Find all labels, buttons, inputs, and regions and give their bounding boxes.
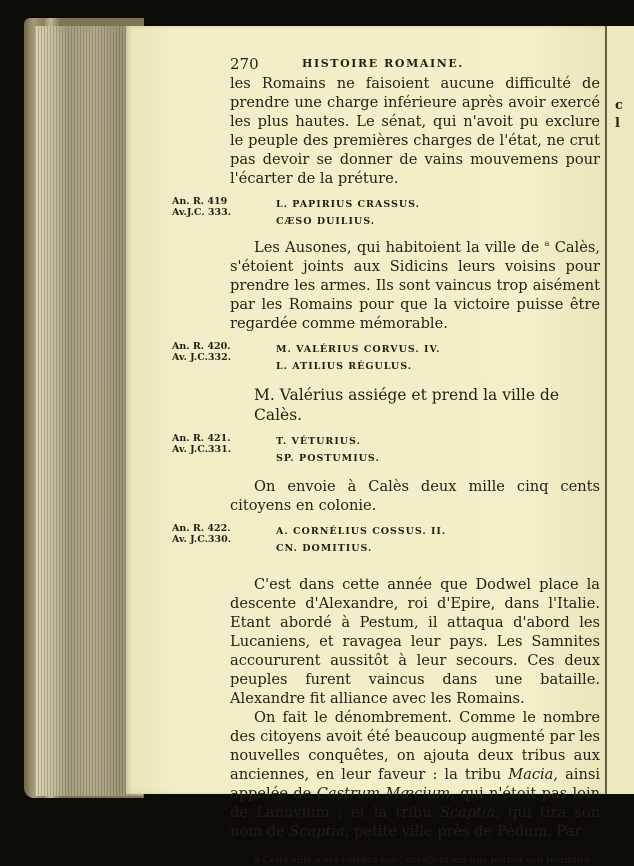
page-content xyxy=(172,52,601,866)
paragraph xyxy=(230,708,600,841)
consul-name: M. VALÉRIUS CORVUS. IV. xyxy=(276,343,441,355)
year-entry xyxy=(172,432,600,471)
text-run: On fait le dénombrement. Comme le nombre des citoyens avoit été beaucoup augmenté par les nouvelles conquêtes, on ajouta deux tribus aux anciennes, en leur faveur : la tribu xyxy=(230,708,601,783)
year-rome: An. R. 421. xyxy=(172,432,231,444)
consul-name: L. PAPIRIUS CRASSUS. xyxy=(276,199,420,210)
consul-name: CÆSO DUILIUS. xyxy=(276,216,376,227)
year-entry xyxy=(172,196,600,234)
year-rome: An. R. 422. xyxy=(172,522,231,534)
next-page-glyph: c xyxy=(615,98,623,113)
year-bc: Av. J.C.332. xyxy=(172,351,232,363)
italic-term: Castrum Mæcium xyxy=(316,784,451,802)
year-entry xyxy=(172,522,600,561)
italic-term: Scaptia xyxy=(289,822,345,840)
text-run: , qui tira son nom de xyxy=(230,803,600,840)
consuls xyxy=(276,341,441,375)
text-run: Les Ausones, qui habitoient la ville de xyxy=(254,238,540,256)
next-page-sliver xyxy=(607,26,634,794)
paragraph: C'est dans cette année que Dodwel place la descente d'Alexandre, roi d'Epire, dans l'Italie. Etant abordé à Pestum, il attaqua d'abord les Lucaniens, et ravagea leur pays. Les Samnites accoururent aussitôt à leur secours. Ces deux peuples furent vaincus dans une bataille. Alexandre fit alliance avec les Romains. xyxy=(230,575,600,707)
consul-name: T. VÉTURIUS. xyxy=(276,435,361,447)
text-run: , qui n'étoit pas loin de Lanuvium ; et la tribu xyxy=(230,784,601,821)
footnote xyxy=(254,855,600,866)
margin-note xyxy=(172,523,231,545)
consul-name: SP. POSTUMIUS. xyxy=(276,452,380,464)
consul-name: CN. DOMITIUS. xyxy=(276,542,373,554)
consuls xyxy=(276,523,446,557)
year-rome: An. R. 420. xyxy=(172,340,231,352)
text-run: , petite ville près de Pédum. Par xyxy=(344,822,582,840)
footnote-mark: a xyxy=(254,854,260,866)
italic-term: Macia xyxy=(508,765,554,783)
margin-note xyxy=(172,341,231,363)
year-bc: Av.J.C. 333. xyxy=(172,207,232,218)
italic-term: Scaptia xyxy=(439,803,496,821)
year-bc: Av. J.C.331. xyxy=(172,443,232,455)
text-run: , ainsi appelée de xyxy=(230,765,600,802)
footnote-text: Cette ville a été célèbre par l'excellent vin que portoit son territoire. xyxy=(262,854,594,866)
footnote-mark: a xyxy=(544,239,550,248)
consuls xyxy=(276,433,380,467)
consul-name: A. CORNÉLIUS COSSUS. II. xyxy=(276,525,447,537)
paragraph: les Romains ne faisoient aucune difficulté de prendre une charge inférieure après avoir exercé les plus hautes. Le sénat, qui n'avoit pu exclure le peuple des premières charges de l'état, ne crut pas devoir se donner de vains mouvemens pour l'écarter de la préture. xyxy=(230,75,600,187)
year-bc: Av. J.C.330. xyxy=(172,533,232,545)
consuls xyxy=(276,196,420,230)
paragraph: On envoie à Calès deux mille cinq cents citoyens en colonie. xyxy=(230,477,600,514)
margin-note xyxy=(172,433,231,455)
next-page-glyph: l xyxy=(615,116,620,131)
year-entry xyxy=(172,340,600,379)
paragraph xyxy=(230,234,600,333)
text-run: Calès, s'étoient joints aux Sidicins leurs voisins pour prendre les armes. Ils sont vaincus trop aisément par les Romains pour que la victoire puisse être regardée comme mémorable. xyxy=(230,238,600,332)
margin-note xyxy=(172,196,231,218)
year-rome: An. R. 419 xyxy=(172,196,228,207)
running-head xyxy=(230,52,600,74)
page-number: 270 xyxy=(230,55,259,73)
running-title: HISTOIRE ROMAINE. xyxy=(302,57,464,70)
event-line: M. Valérius assiége et prend la ville de Calès. xyxy=(254,385,560,424)
consul-name: L. ATILIUS RÉGULUS. xyxy=(276,360,413,372)
